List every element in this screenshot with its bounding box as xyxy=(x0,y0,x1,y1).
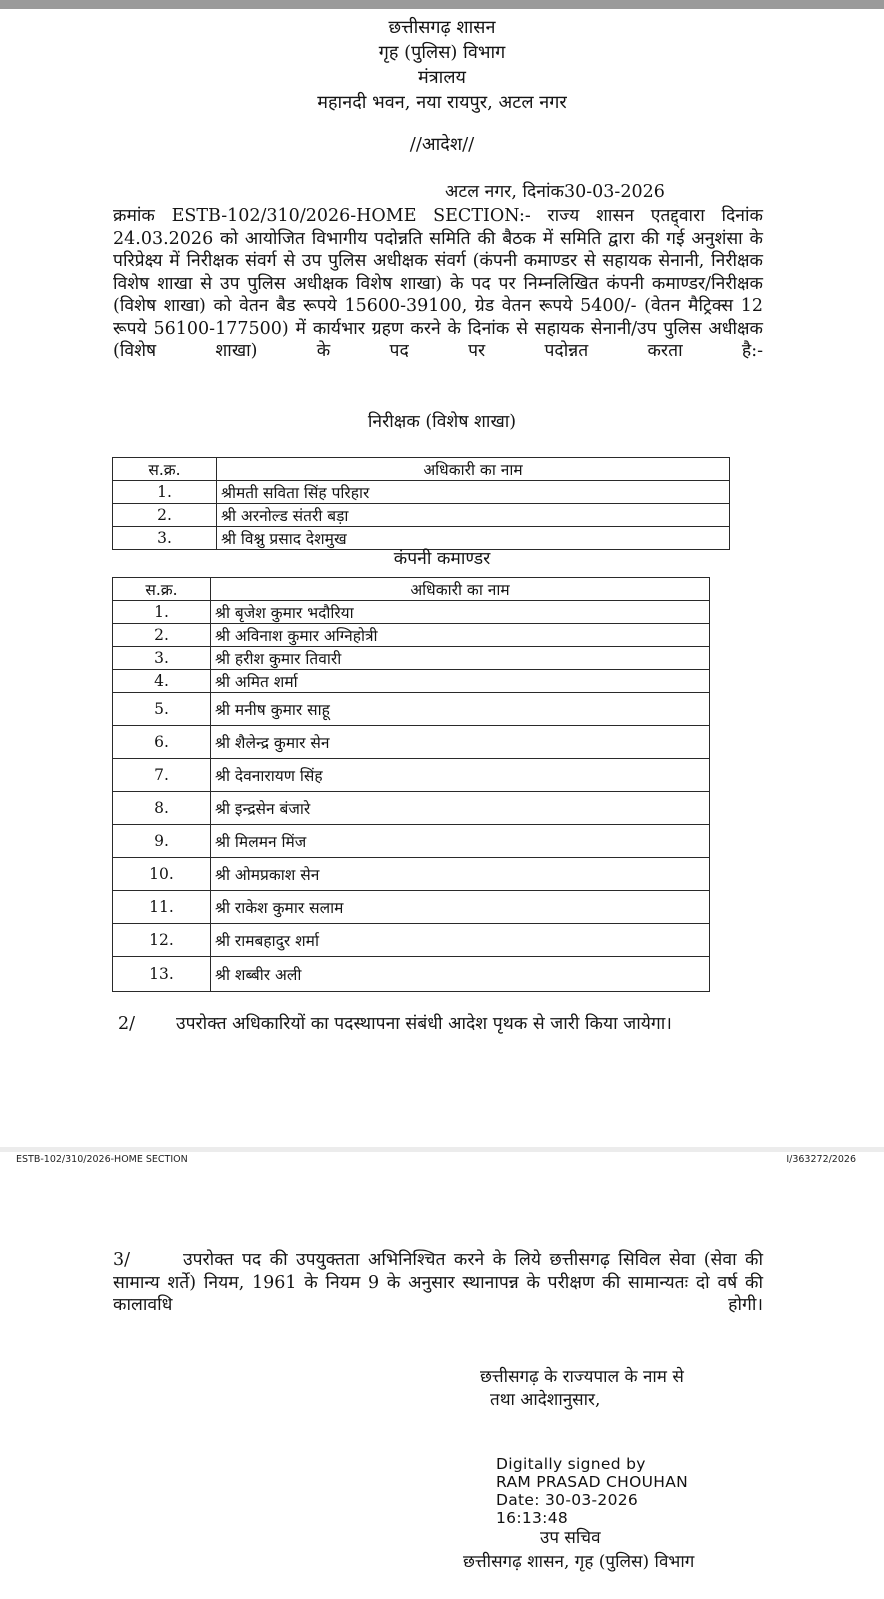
signer-name: RAM PRASAD CHOUHAN xyxy=(496,1473,689,1491)
serial-number: 3. xyxy=(113,527,217,550)
officer-name: श्री रामबहादुर शर्मा xyxy=(211,924,710,957)
serial-number: 9. xyxy=(113,825,211,858)
signature-time: 16:13:48 xyxy=(496,1509,569,1527)
table-row xyxy=(113,693,710,726)
table-row xyxy=(113,957,710,992)
para2-number: 2/ xyxy=(118,1014,136,1034)
department-name: गृह (पुलिस) विभाग xyxy=(378,42,506,63)
footer-file-number: I/363272/2026 xyxy=(786,1154,856,1165)
table-row xyxy=(113,624,710,647)
serial-number: 1. xyxy=(113,601,211,624)
serial-number: 11. xyxy=(113,891,211,924)
order-paragraph-3 xyxy=(113,1249,763,1339)
serial-number: 8. xyxy=(113,792,211,825)
page-break xyxy=(0,1147,884,1152)
officer-name: श्री बृजेश कुमार भदौरिया xyxy=(211,601,710,624)
officer-name: श्री विश्नु प्रसाद देशमुख xyxy=(217,527,730,550)
officer-name: श्री मिलमन मिंज xyxy=(211,825,710,858)
serial-number: 2. xyxy=(113,504,217,527)
officer-name: श्री इन्द्रसेन बंजारे xyxy=(211,792,710,825)
digital-signature xyxy=(496,1455,688,1527)
officer-name: श्री राकेश कुमार सलाम xyxy=(211,891,710,924)
table-row xyxy=(113,891,710,924)
serial-number: 10. xyxy=(113,858,211,891)
serial-number: 12. xyxy=(113,924,211,957)
officer-name: श्री हरीश कुमार तिवारी xyxy=(211,647,710,670)
officer-name: श्री ओमप्रकाश सेन xyxy=(211,858,710,891)
table-row xyxy=(113,504,730,527)
table-row xyxy=(113,726,710,759)
serial-number: 1. xyxy=(113,481,217,504)
table2-heading: कंपनी कमाण्डर xyxy=(393,549,491,569)
serial-number: 4. xyxy=(113,670,211,693)
table-row xyxy=(113,647,710,670)
table-row xyxy=(113,601,710,624)
para3-text: उपरोक्त पद की उपयुक्तता अभिनिश्चित करने के लिये छत्तीसगढ़ सिविल सेवा (सेवा की सामान्य शर्ते) नियम, 1961 के नियम 9 के अनुसार स्थानापन्न के परीक्षण की सामान्यतः दो वर्ष की कालावधि होगी। xyxy=(113,1250,763,1315)
order-paragraph-1: क्रमांक ESTB-102/310/2026-HOME SECTION:- राज्य शासन एतद्द्वारा दिनांक 24.03.2026 को आयोजित विभागीय पदोन्नति समिति की बैठक में समिति द्वारा की गई अनुशंसा के परिप्रेक्ष्य में निरीक्षक संवर्ग से उप पुलिस अधीक्षक संवर्ग (कंपनी कमाण्डर से सहायक सेनानी, निरीक्षक विशेष शाखा से उप पुलिस अधीक्षक विशेष शाखा) के पद पर निम्नलिखित कंपनी कमाण्डर/निरीक्षक (विशेष शाखा) को वेतन बैड रूपये 15600-39100, ग्रेड वेतन रूपये 5400/- (वेतन मैट्रिक्स 12 रूपये 56100-177500) में कार्यभार ग्रहण करने के दिनांक से सहायक सेनानी/उप पुलिस अधीक्षक (विशेष शाखा) के पद पर पदोन्नत करता है:- xyxy=(113,206,763,361)
serial-number: 3. xyxy=(113,647,211,670)
table-row xyxy=(113,792,710,825)
column-header-sn: स.क्र. xyxy=(113,578,211,601)
officer-name: श्री देवनारायण सिंह xyxy=(211,759,710,792)
serial-number: 2. xyxy=(113,624,211,647)
officer-name: श्रीमती सविता सिंह परिहार xyxy=(217,481,730,504)
table-row xyxy=(113,825,710,858)
table-row xyxy=(113,670,710,693)
table-row xyxy=(113,759,710,792)
inspector-table xyxy=(112,457,730,550)
designation: उप सचिव xyxy=(540,1528,601,1548)
table-row xyxy=(113,924,710,957)
officer-name: श्री शैलेन्द्र कुमार सेन xyxy=(211,726,710,759)
table-row xyxy=(113,481,730,504)
signatory-department: छत्तीसगढ़ शासन, गृह (पुलिस) विभाग xyxy=(463,1552,695,1572)
officer-name: श्री अमित शर्मा xyxy=(211,670,710,693)
governor-order-line: छत्तीसगढ़ के राज्यपाल के नाम से xyxy=(480,1367,684,1387)
company-commander-table xyxy=(112,577,710,992)
place-date: अटल नगर, दिनांक30-03-2026 xyxy=(445,182,665,202)
signature-date: Date: 30-03-2026 xyxy=(496,1491,639,1509)
serial-number: 7. xyxy=(113,759,211,792)
ministry-name: मंत्रालय xyxy=(417,67,466,88)
serial-number: 5. xyxy=(113,693,211,726)
serial-number: 13. xyxy=(113,957,211,992)
column-header-sn: स.क्र. xyxy=(113,458,217,481)
column-header-name: अधिकारी का नाम xyxy=(217,458,730,481)
column-header-name: अधिकारी का नाम xyxy=(211,578,710,601)
govt-name: छत्तीसगढ़ शासन xyxy=(388,17,496,38)
order-title: //आदेश// xyxy=(409,134,475,155)
officer-name: श्री शब्बीर अली xyxy=(211,957,710,992)
table1-heading: निरीक्षक (विशेष शाखा) xyxy=(367,412,517,432)
top-bar xyxy=(0,0,884,9)
serial-number: 6. xyxy=(113,726,211,759)
para2-text: उपरोक्त अधिकारियों का पदस्थापना संबंधी आदेश पृथक से जारी किया जायेगा। xyxy=(176,1014,672,1034)
officer-name: श्री अरनोल्ड संतरी बड़ा xyxy=(217,504,730,527)
table-row xyxy=(113,527,730,550)
officer-name: श्री अविनाश कुमार अग्निहोत्री xyxy=(211,624,710,647)
table-row xyxy=(113,858,710,891)
digital-signature-label: Digitally signed by xyxy=(496,1455,646,1473)
by-order-line: तथा आदेशानुसार, xyxy=(490,1390,601,1410)
para3-number: 3/ xyxy=(113,1250,131,1270)
footer-reference: ESTB-102/310/2026-HOME SECTION xyxy=(16,1154,188,1165)
address: महानदी भवन, नया रायपुर, अटल नगर xyxy=(317,92,567,113)
officer-name: श्री मनीष कुमार साहू xyxy=(211,693,710,726)
